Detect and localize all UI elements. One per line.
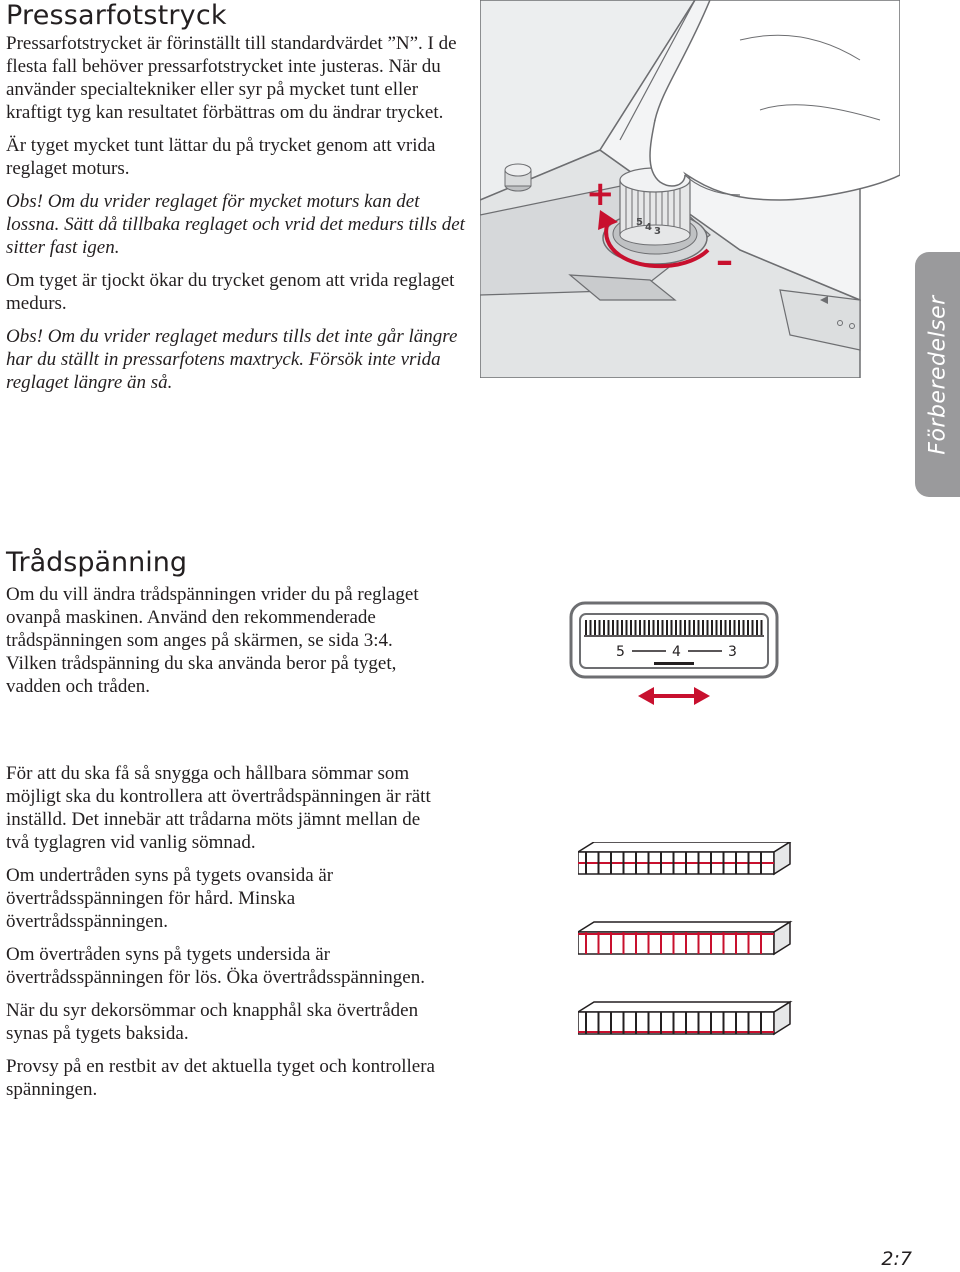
section-title-thread-tension: Trådspänning bbox=[6, 547, 188, 578]
presser-foot-text bbox=[6, 32, 471, 404]
stitch-diagrams bbox=[578, 842, 798, 1087]
tension-label: 3 bbox=[728, 644, 737, 660]
thread-tension-text bbox=[6, 583, 446, 708]
presser-foot-dial-illustration bbox=[480, 0, 900, 378]
tension-dial-illustration bbox=[568, 600, 782, 712]
paragraph: Är tyget mycket tunt lättar du på trycket genom att vrida reglaget moturs. bbox=[6, 135, 436, 179]
paragraph: För att du ska få så snygga och hållbara sömmar som möjligt ska du kontrollera att övertrådspänningen är rätt inställd. Det innebär att trådarna möts jämnt mellan de två tyglagren vid vanlig sömnad. bbox=[6, 763, 431, 853]
stitch-diagram-too-tight bbox=[578, 922, 790, 954]
dial-number: 4 bbox=[645, 222, 652, 233]
paragraph: När du syr dekorsömmar och knapphål ska övertråden synas på tygets baksida. bbox=[6, 1000, 419, 1044]
chapter-tab-label: Förberedelser bbox=[925, 294, 950, 455]
chapter-tab bbox=[915, 252, 960, 497]
stitch-diagram-too-loose bbox=[578, 1002, 790, 1034]
paragraph: Provsy på en restbit av det aktuella tyget och kontrollera spänningen. bbox=[6, 1056, 435, 1100]
paragraph: Om tyget är tjockt ökar du trycket genom att vrida reglaget medurs. bbox=[6, 270, 455, 314]
note: Obs! Om du vrider reglaget medurs tills det inte går längre har du ställt in pressarfotens maxtryck. Försök inte vrida reglaget längre än så. bbox=[6, 326, 458, 393]
note: Obs! Om du vrider reglaget för mycket moturs kan det lossna. Sätt då tillbaka reglaget och vrid det medurs tills det sitter fast igen. bbox=[6, 191, 465, 258]
tension-check-text bbox=[6, 762, 436, 1111]
dial-number: 3 bbox=[654, 226, 661, 237]
section-title-presser-foot: Pressarfotstryck bbox=[6, 0, 227, 31]
paragraph: Om undertråden syns på tygets ovansida är övertrådsspänningen för hård. Minska övertrådsspänningen. bbox=[6, 865, 334, 932]
paragraph: Om du vill ändra trådspänningen vrider du på reglaget ovanpå maskinen. Använd den rekommenderade trådspänningen som anges på skärmen, se sida 3:4. Vilken trådspänning du ska använda beror på tyget, vadden och tråden. bbox=[6, 584, 419, 697]
minus-sign: – bbox=[716, 241, 733, 281]
tension-label: 5 bbox=[616, 644, 625, 660]
plus-sign: + bbox=[586, 174, 615, 214]
tension-label: 4 bbox=[672, 644, 681, 660]
dial-number: 5 bbox=[636, 217, 643, 228]
paragraph: Pressarfotstrycket är förinställt till standardvärdet ”N”. I de flesta fall behöver pressarfotstrycket inte justeras. När du använder specialtekniker eller syr på mycket tunt eller kraftigt tyg kan resultatet förbättras om du ändrar trycket. bbox=[6, 33, 457, 123]
stitch-diagram-correct bbox=[578, 842, 790, 874]
page-number: 2:7 bbox=[881, 1248, 912, 1270]
paragraph: Om övertråden syns på tygets undersida är övertrådsspänningen för lös. Öka övertrådsspänningen. bbox=[6, 944, 425, 988]
